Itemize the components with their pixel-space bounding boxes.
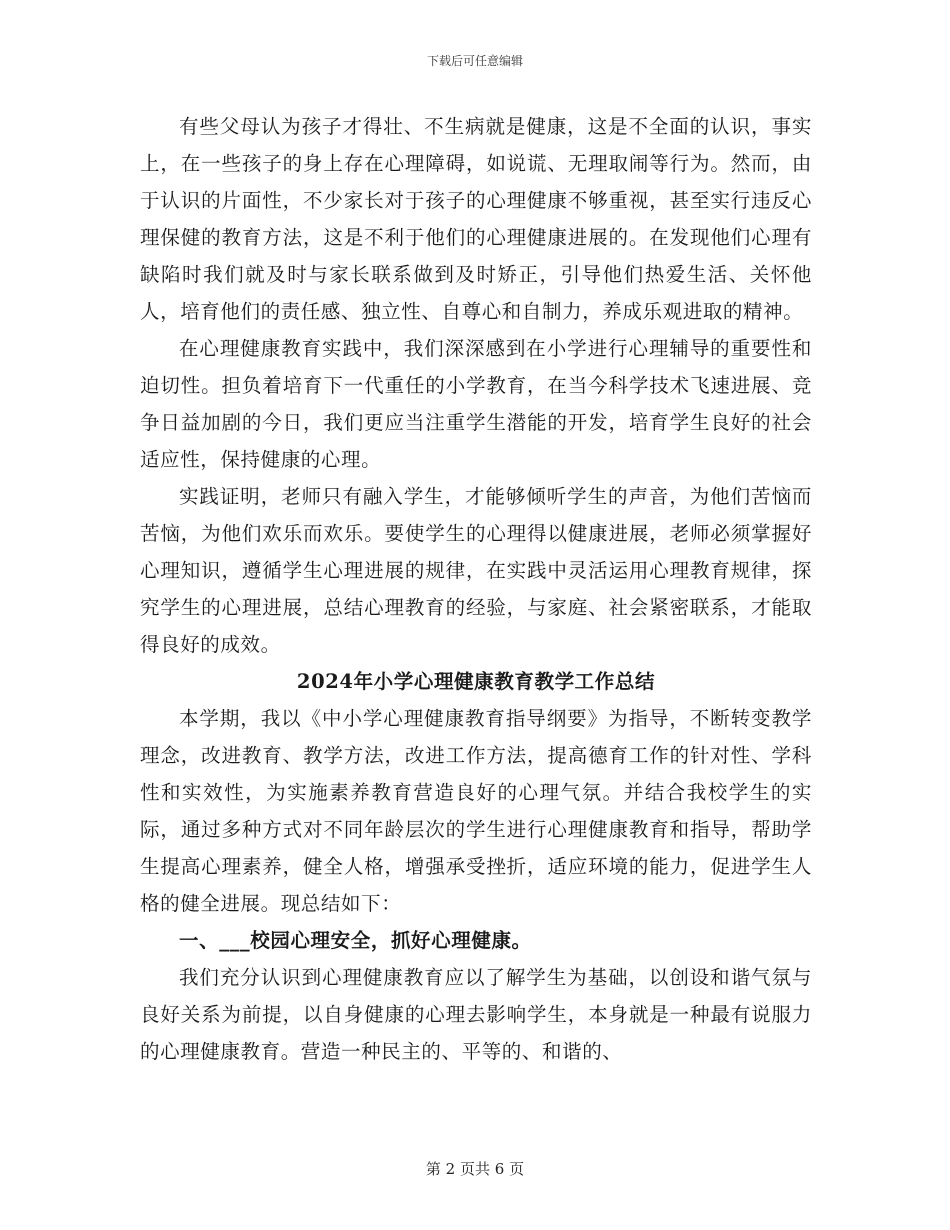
paragraph-2: 在心理健康教育实践中，我们深深感到在小学进行心理辅导的重要性和迫切性。担负着培育下一代重任的小学教育，在当今科学技术飞速进展、竞争日益加剧的今日，我们更应当注重学生潜能的开发，培育学生良好的社会适应性，保持健康的心理。 (140, 337, 812, 471)
page-header-note: 下载后可任意编辑 (426, 54, 523, 68)
paragraph-3: 实践证明，老师只有融入学生，才能够倾听学生的声音，为他们苦恼而苦恼，为他们欢乐而欢乐。要使学生的心理得以健康进展，老师必须掌握好心理知识，遵循学生心理进展的规律，在实践中灵活运用心理教育规律，探究学生的心理进展，总结心理教育的经验，与家庭、社会紧密联系，才能取得良好的成效。 (140, 485, 812, 656)
document-body (140, 108, 812, 1070)
page-number: 第 2 页共 6 页 (425, 1160, 525, 1178)
paragraph-4: 本学期，我以《中小学心理健康教育指导纲要》为指导，不断转变教学理念，改进教育、教学方法，改进工作方法，提高德育工作的针对性、学科性和实效性，为实施素养教育营造良好的心理气氛。并结合我校学生的实际，通过多种方式对不同年龄层次的学生进行心理健康教育和指导，帮助学生提高心理素养，健全人格，增强承受挫折，适应环境的能力，促进学生人格的健全进展。现总结如下： (140, 707, 812, 915)
section-heading-1: 一、___校园心理安全，抓好心理健康。 (179, 929, 532, 952)
paragraph-5: 我们充分认识到心理健康教育应以了解学生为基础，以创设和谐气氛与良好关系为前提，以自身健康的心理去影响学生，本身就是一种最有说服力的心理健康教育。营造一种民主的、平等的、和谐的、 (140, 966, 812, 1063)
paragraph-1: 有些父母认为孩子才得壮、不生病就是健康，这是不全面的认识，事实上，在一些孩子的身上存在心理障碍，如说谎、无理取闹等行为。然而，由于认识的片面性，不少家长对于孩子的心理健康不够重视，甚至实行违反心理保健的教育方法，这是不利于他们的心理健康进展的。在发现他们心理有缺陷时我们就及时与家长联系做到及时矫正，引导他们热爱生活、关怀他人，培育他们的责任感、独立性、自尊心和自制力，养成乐观进取的精神。 (140, 115, 812, 323)
section-title: 2024年小学心理健康教育教学工作总结 (296, 670, 656, 693)
